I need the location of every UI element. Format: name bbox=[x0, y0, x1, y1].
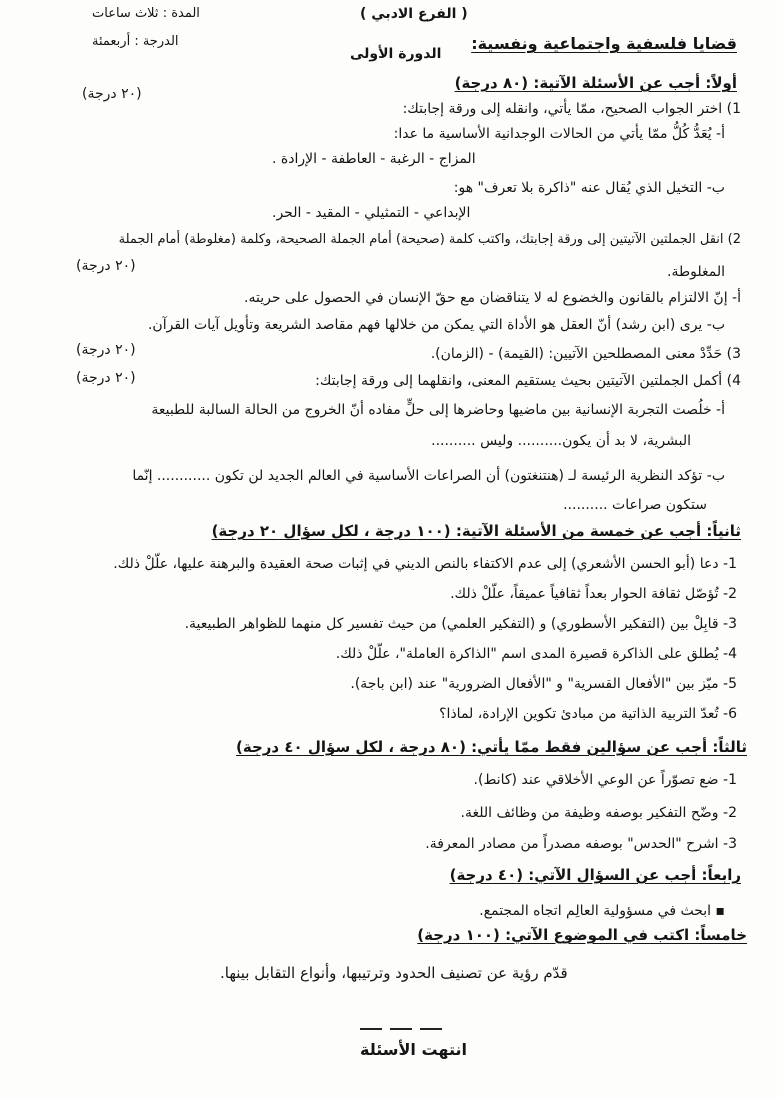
s4-item: ▪ ابحث في مسؤولية العالِم اتجاه المجتمع. bbox=[479, 903, 725, 919]
section-1-title: أولاً: أجب عن الأسئلة الآتية: (٨٠ درجة) bbox=[454, 74, 737, 92]
q4-b: ب- تؤكد النظرية الرئيسة لـ (هنتنغتون) أن الصراعات الأساسية في العالم الجديد لن تكون ............ إنّما bbox=[132, 468, 725, 484]
q2-stem: 2) انقل الجملتين الآتيتين إلى ورقة إجابتك، واكتب كلمة (صحيحة) أمام الجملة الصحيحة، وكلمة (مغلوطة) أمام الجملة bbox=[118, 232, 741, 247]
q1-b-options: الإبداعي - التمثيلي - المقيد - الحر. bbox=[272, 205, 471, 221]
q2-b: ب- يرى (ابن رشد) أنّ العقل هو الأداة التي يمكن من خلالها فهم مقاصد الشريعة وتأويل آيات القرآن. bbox=[147, 317, 725, 333]
q3-points: (٢٠ درجة) bbox=[76, 342, 136, 358]
s2-item-5: 5- ميّز بين "الأفعال القسرية" و "الأفعال الضرورية" عند (ابن باجة). bbox=[350, 676, 737, 692]
end-dash bbox=[390, 1028, 412, 1030]
section-5-title: خامساً: اكتب في الموضوع الآتي: (١٠٠ درجة) bbox=[417, 926, 747, 944]
s5-item: قدّم رؤية عن تصنيف الحدود وترتيبها، وأنواع التقابل بينها. bbox=[220, 964, 568, 982]
q3-stem: 3) حَدِّدْ معنى المصطلحين الآتيين: (القيمة) - (الزمان). bbox=[430, 346, 741, 362]
s3-item-2: 2- وضّح التفكير بوصفه وظيفة من وظائف اللغة. bbox=[460, 805, 737, 821]
exam-duration: المدة : ثلاث ساعات bbox=[92, 6, 200, 21]
exam-end-text: انتهت الأسئلة bbox=[360, 1040, 467, 1059]
q1-a: أ- يُعَدُّ كُلُّ ممّا يأتي من الحالات الوجدانية الأساسية ما عدا: bbox=[393, 126, 725, 142]
q4-b-cont: ستكون صراعات .......... bbox=[563, 497, 707, 513]
end-dash bbox=[420, 1028, 442, 1030]
s2-item-4: 4- يُطلق على الذاكرة قصيرة المدى اسم "الذاكرة العاملة"، علّلْ ذلك. bbox=[335, 646, 737, 662]
section-2-title: ثانياً: أجب عن خمسة من الأسئلة الآتية: (١٠٠ درجة ، لكل سؤال ٢٠ درجة) bbox=[211, 522, 741, 540]
q1-stem: 1) اختر الجواب الصحيح، ممّا يأتي، وانقله إلى ورقة إجابتك: bbox=[402, 101, 741, 117]
q4-a: أ- خلُصت التجربة الإنسانية بين ماضيها وحاضرها إلى حلٍّ مفاده أنّ الخروج من الحالة السالبة للطبيعة bbox=[151, 402, 725, 418]
exam-session: الدورة الأولى bbox=[350, 46, 442, 62]
exam-subject: قضايا فلسفية واجتماعية ونفسية: bbox=[471, 34, 737, 53]
exam-grade: الدرجة : أربعمئة bbox=[92, 34, 179, 49]
q2-stem-cont: المغلوطة. bbox=[667, 264, 725, 280]
q1-b: ب- التخيل الذي يُقال عنه "ذاكرة بلا تعرف" هو: bbox=[453, 180, 725, 196]
s2-item-1: 1- دعا (أبو الحسن الأشعري) إلى عدم الاكتفاء بالنص الديني في إثبات صحة العقيدة والبرهنة عليها، علّلْ ذلك. bbox=[113, 556, 737, 572]
q1-points: (٢٠ درجة) bbox=[82, 86, 142, 102]
q1-a-options: المزاج - الرغبة - العاطفة - الإرادة . bbox=[272, 151, 476, 167]
s2-item-6: 6- تُعدّ التربية الذاتية من مبادئ تكوين الإرادة، لماذا؟ bbox=[439, 706, 737, 722]
q4-stem: 4) أكمل الجملتين الآتيتين بحيث يستقيم المعنى، وانقلهما إلى ورقة إجابتك: bbox=[315, 373, 741, 389]
s3-item-3: 3- اشرح "الحدس" بوصفه مصدراً من مصادر المعرفة. bbox=[425, 836, 737, 852]
q4-a-cont: البشرية، لا بد أن يكون.......... وليس .......... bbox=[431, 433, 691, 449]
q2-a: أ- إنّ الالتزام بالقانون والخضوع له لا يتناقضان مع حقّ الإنسان في الحصول على حريته. bbox=[244, 290, 741, 306]
q2-points: (٢٠ درجة) bbox=[76, 258, 136, 274]
section-4-title: رابعاً: أجب عن السؤال الآتي: (٤٠ درجة) bbox=[449, 866, 741, 884]
end-dash bbox=[360, 1028, 382, 1030]
q4-points: (٢٠ درجة) bbox=[76, 370, 136, 386]
s2-item-2: 2- تُؤصّل ثقافة الحوار بعداً ثقافياً عميقاً، علّلْ ذلك. bbox=[450, 586, 737, 602]
s3-item-1: 1- ضع تصوّراً عن الوعي الأخلاقي عند (كانط). bbox=[473, 772, 737, 788]
s2-item-3: 3- قابِلْ بين (التفكير الأسطوري) و (التفكير العلمي) من حيث تفسير كل منهما للظواهر الطبيعية. bbox=[184, 616, 737, 632]
section-3-title: ثالثاً: أجب عن سؤالين فقط ممّا يأتي: (٨٠ درجة ، لكل سؤال ٤٠ درجة) bbox=[236, 738, 747, 756]
branch-label: ( الفرع الادبي ) bbox=[360, 6, 468, 22]
